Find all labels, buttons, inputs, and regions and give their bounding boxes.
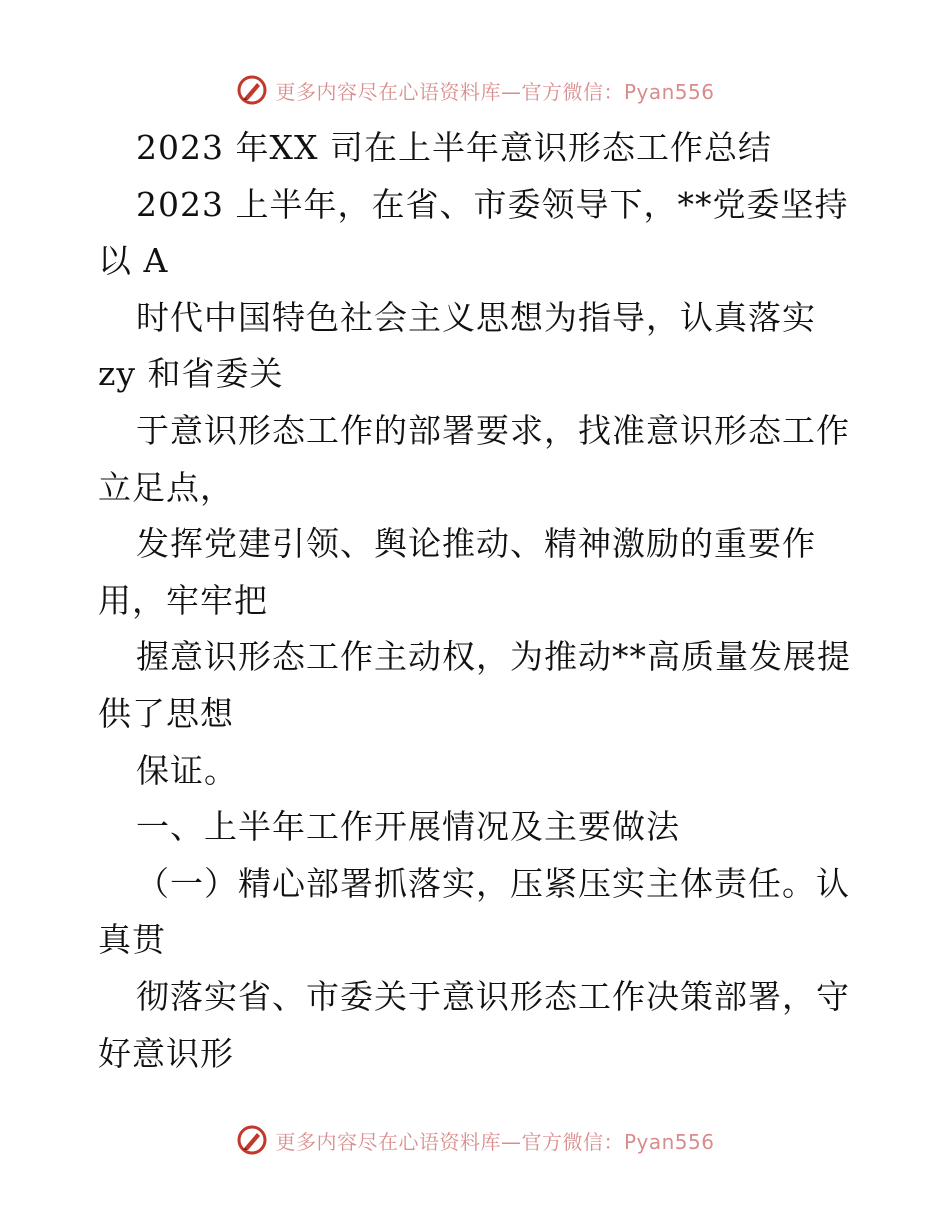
pen-logo-icon [235, 1123, 269, 1157]
pen-logo-icon [235, 73, 269, 107]
text-line: 2023 上半年，在省、市委领导下，**党委坚持 [136, 184, 849, 224]
watermark-text: 更多内容尽在心语资料库—官方微信：Pyan556 [275, 79, 715, 104]
text-line: 保证。 [136, 750, 238, 790]
text-line: 真贯 [98, 920, 166, 960]
text-line: zy 和省委关 [98, 354, 284, 394]
text-line: 供了思想 [98, 693, 234, 733]
watermark-header [0, 70, 950, 110]
text-line: 一、上半年工作开展情况及主要做法 [136, 807, 680, 847]
text-line: 发挥党建引领、舆论推动、精神激励的重要作 [136, 524, 816, 564]
watermark-footer [0, 1120, 950, 1160]
text-line: 用，牢牢把 [98, 580, 268, 620]
text-line: 握意识形态工作主动权，为推动**高质量发展提 [136, 637, 851, 677]
text-line: （一）精心部署抓落实，压紧压实主体责任。认 [136, 863, 850, 903]
text-line: 彻落实省、市委关于意识形态工作决策部署，守 [136, 976, 850, 1016]
text-line: 以 A [98, 241, 169, 281]
text-line: 立足点， [98, 467, 234, 507]
text-line: 好意识形 [98, 1033, 234, 1073]
watermark-text: 更多内容尽在心语资料库—官方微信：Pyan556 [275, 1129, 715, 1154]
text-line: 2023 年XX 司在上半年意识形态工作总结 [136, 128, 772, 167]
document-body [98, 120, 858, 1082]
text-line: 时代中国特色社会主义思想为指导，认真落实 [136, 297, 816, 337]
text-line: 于意识形态工作的部署要求，找准意识形态工作 [136, 410, 850, 450]
